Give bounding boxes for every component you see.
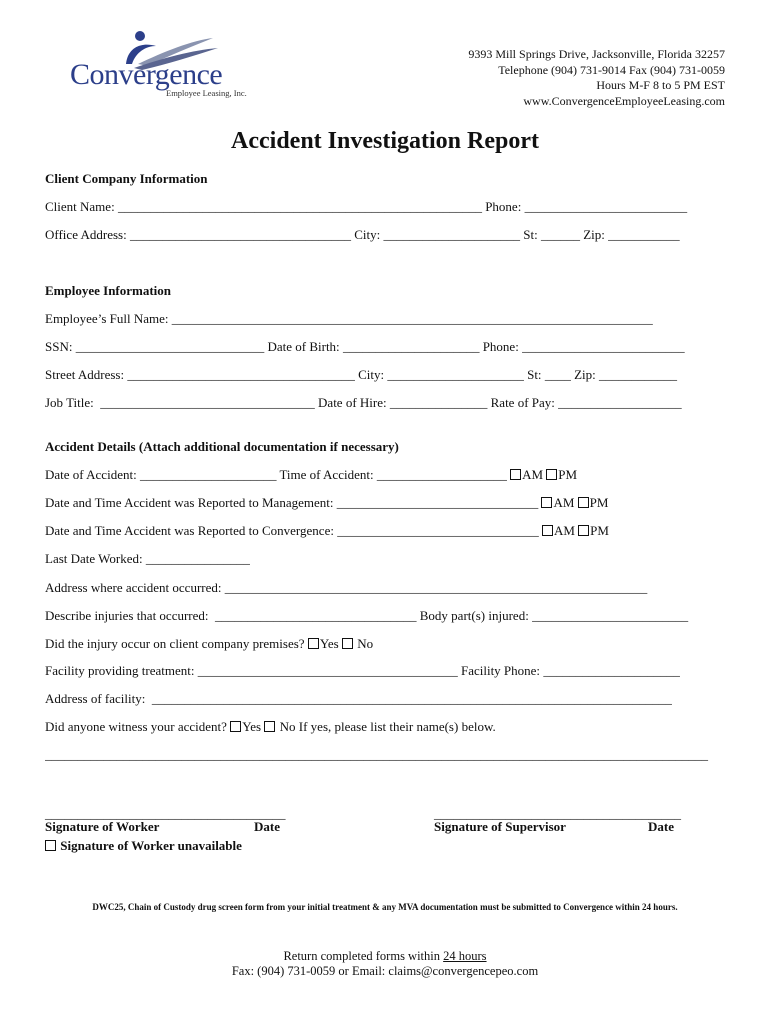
employee-phone-field[interactable]: _________________________ bbox=[522, 339, 685, 354]
witness-yes-label: Yes bbox=[242, 719, 265, 734]
facility-address-row bbox=[45, 691, 725, 707]
convergence-pm-checkbox[interactable] bbox=[578, 525, 589, 536]
management-pm-checkbox[interactable] bbox=[578, 497, 589, 508]
employee-ssn-row bbox=[45, 339, 725, 355]
company-telephone: Telephone (904) 731-9014 Fax (904) 731-0059 bbox=[498, 62, 725, 77]
employee-zip-label: Zip: bbox=[570, 367, 599, 382]
reported-convergence-row bbox=[45, 523, 725, 539]
client-zip-label: Zip: bbox=[579, 227, 609, 242]
client-state-field[interactable]: ______ bbox=[540, 227, 580, 242]
accident-pm-label: PM bbox=[558, 467, 578, 482]
witness-names-row bbox=[45, 747, 725, 763]
employee-section-heading: Employee Information bbox=[45, 283, 172, 298]
employee-name-field[interactable]: __________________________________________________________________________ bbox=[171, 311, 653, 326]
company-logo bbox=[68, 24, 248, 104]
employee-name-label: Employee’s Full Name: bbox=[45, 311, 172, 326]
worker-unavailable-row bbox=[45, 838, 242, 854]
accident-date-row bbox=[45, 467, 725, 483]
accident-date-field[interactable]: _____________________ bbox=[139, 467, 277, 482]
supervisor-signature-label: Signature of Supervisor bbox=[434, 819, 566, 834]
submission-note: DWC25, Chain of Custody drug screen form from your initial treatment & any MVA documentation must be submitted to Convergence within 24 hours. bbox=[92, 902, 678, 912]
company-website: www.ConvergenceEmployeeLeasing.com bbox=[523, 93, 725, 108]
hire-date-label: Date of Hire: bbox=[314, 395, 390, 410]
client-address-row bbox=[45, 227, 725, 243]
return-prefix: Return completed forms within bbox=[283, 949, 444, 963]
ssn-field[interactable]: _____________________________ bbox=[75, 339, 265, 354]
employee-zip-field[interactable]: ____________ bbox=[598, 367, 677, 382]
witness-tail-text: No If yes, please list their name(s) below. bbox=[276, 719, 496, 734]
reported-convergence-field[interactable]: _______________________________ bbox=[337, 523, 542, 538]
premises-row bbox=[45, 636, 725, 652]
supervisor-date-label: Date bbox=[648, 819, 674, 834]
accident-time-field[interactable]: ____________________ bbox=[376, 467, 511, 482]
street-address-label: Street Address: bbox=[45, 367, 128, 382]
convergence-am-label: AM bbox=[553, 523, 579, 538]
facility-label: Facility providing treatment: bbox=[45, 663, 198, 678]
reported-convergence-label: Date and Time Accident was Reported to Convergence: bbox=[45, 523, 338, 538]
witness-no-checkbox[interactable] bbox=[264, 721, 275, 732]
injuries-label: Describe injuries that occurred: bbox=[45, 608, 216, 623]
accident-am-checkbox[interactable] bbox=[510, 469, 521, 480]
worker-date-label: Date bbox=[254, 819, 280, 834]
witness-question: Did anyone witness your accident? bbox=[45, 719, 231, 734]
employee-name-row bbox=[45, 311, 725, 327]
employee-phone-label: Phone: bbox=[479, 339, 523, 354]
body-part-field[interactable]: ________________________ bbox=[532, 608, 689, 623]
facility-address-label: Address of facility: bbox=[45, 691, 152, 706]
return-instructions bbox=[0, 949, 770, 964]
management-pm-label: PM bbox=[589, 495, 609, 510]
accident-address-row bbox=[45, 580, 725, 596]
witness-names-field[interactable]: ______________________________________________________________________________________________________ bbox=[45, 747, 708, 762]
injuries-field[interactable]: _______________________________ bbox=[215, 608, 417, 623]
footer-contact: Fax: (904) 731-0059 or Email: claims@convergencepeo.com bbox=[231, 964, 539, 978]
logo-subtitle: Employee Leasing, Inc. bbox=[166, 88, 247, 98]
pay-rate-field[interactable]: ___________________ bbox=[558, 395, 682, 410]
accident-am-label: AM bbox=[522, 467, 547, 482]
convergence-am-checkbox[interactable] bbox=[542, 525, 553, 536]
employee-job-row bbox=[45, 395, 725, 411]
supervisor-signature-line[interactable]: ______________________________________ bbox=[434, 806, 681, 821]
client-zip-field[interactable]: ___________ bbox=[608, 227, 680, 242]
premises-no-label: No bbox=[353, 636, 374, 651]
company-address: 9393 Mill Springs Drive, Jacksonville, Florida 32257 bbox=[468, 47, 725, 61]
witness-yes-checkbox[interactable] bbox=[230, 721, 241, 732]
last-date-field[interactable]: ________________ bbox=[145, 551, 250, 566]
employee-address-row bbox=[45, 367, 725, 383]
page-title: Accident Investigation Report bbox=[231, 128, 539, 154]
logo-wordmark: Convergence bbox=[70, 58, 223, 91]
client-name-row bbox=[45, 199, 725, 215]
street-address-field[interactable]: ___________________________________ bbox=[127, 367, 355, 382]
facility-phone-field[interactable]: _____________________ bbox=[543, 663, 680, 678]
employee-city-label: City: bbox=[354, 367, 388, 382]
office-address-label: Office Address: bbox=[45, 227, 130, 242]
facility-address-field[interactable]: ________________________________________________________________________________ bbox=[151, 691, 672, 706]
dob-label: Date of Birth: bbox=[264, 339, 343, 354]
injuries-row bbox=[45, 608, 725, 624]
management-am-label: AM bbox=[553, 495, 578, 510]
client-phone-label: Phone: bbox=[481, 199, 525, 214]
accident-time-label: Time of Accident: bbox=[276, 467, 377, 482]
body-part-label: Body part(s) injured: bbox=[416, 608, 533, 623]
pay-rate-label: Rate of Pay: bbox=[487, 395, 559, 410]
last-date-label: Last Date Worked: bbox=[45, 551, 146, 566]
premises-yes-label: Yes bbox=[319, 636, 342, 651]
worker-signature-line[interactable]: _____________________________________ bbox=[45, 806, 286, 821]
accident-section-heading: Accident Details (Attach additional documentation if necessary) bbox=[45, 439, 399, 454]
job-title-label: Job Title: bbox=[45, 395, 98, 410]
client-phone-field[interactable]: _________________________ bbox=[524, 199, 688, 214]
last-date-row bbox=[45, 551, 725, 567]
office-address-field[interactable]: __________________________________ bbox=[129, 227, 351, 242]
client-state-label: St: bbox=[519, 227, 541, 242]
accident-address-field[interactable]: _________________________________________________________________ bbox=[224, 580, 648, 595]
employee-state-field[interactable]: ____ bbox=[544, 367, 571, 382]
premises-no-checkbox[interactable] bbox=[342, 638, 353, 649]
worker-signature-label: Signature of Worker bbox=[45, 819, 160, 834]
facility-phone-label: Facility Phone: bbox=[457, 663, 544, 678]
management-am-checkbox[interactable] bbox=[541, 497, 552, 508]
ssn-label: SSN: bbox=[45, 339, 76, 354]
premises-yes-checkbox[interactable] bbox=[308, 638, 319, 649]
client-name-field[interactable]: ________________________________________________________ bbox=[117, 199, 482, 214]
client-section-heading: Client Company Information bbox=[45, 171, 208, 186]
reported-management-row bbox=[45, 495, 725, 511]
accident-date-label: Date of Accident: bbox=[45, 467, 140, 482]
company-hours: Hours M-F 8 to 5 PM EST bbox=[596, 78, 725, 92]
hire-date-field[interactable]: _______________ bbox=[389, 395, 488, 410]
dob-field[interactable]: _____________________ bbox=[342, 339, 480, 354]
witness-row bbox=[45, 719, 725, 735]
return-deadline: 24 hours bbox=[443, 949, 487, 963]
employee-state-label: St: bbox=[523, 367, 545, 382]
client-city-field[interactable]: _____________________ bbox=[383, 227, 520, 242]
client-name-label: Client Name: bbox=[45, 199, 118, 214]
client-city-label: City: bbox=[350, 227, 384, 242]
premises-question: Did the injury occur on client company premises? bbox=[45, 636, 308, 651]
facility-field[interactable]: ________________________________________ bbox=[197, 663, 458, 678]
reported-management-field[interactable]: _______________________________ bbox=[336, 495, 542, 510]
convergence-pm-label: PM bbox=[590, 523, 609, 538]
worker-unavailable-label: Signature of Worker unavailable bbox=[60, 838, 242, 853]
employee-city-field[interactable]: _____________________ bbox=[387, 367, 524, 382]
accident-pm-checkbox[interactable] bbox=[546, 469, 557, 480]
worker-unavailable-checkbox[interactable] bbox=[45, 840, 56, 851]
facility-row bbox=[45, 663, 725, 679]
reported-management-label: Date and Time Accident was Reported to Management: bbox=[45, 495, 337, 510]
accident-address-label: Address where accident occurred: bbox=[45, 580, 225, 595]
job-title-field[interactable]: _________________________________ bbox=[97, 395, 315, 410]
company-contact-block bbox=[468, 47, 725, 109]
